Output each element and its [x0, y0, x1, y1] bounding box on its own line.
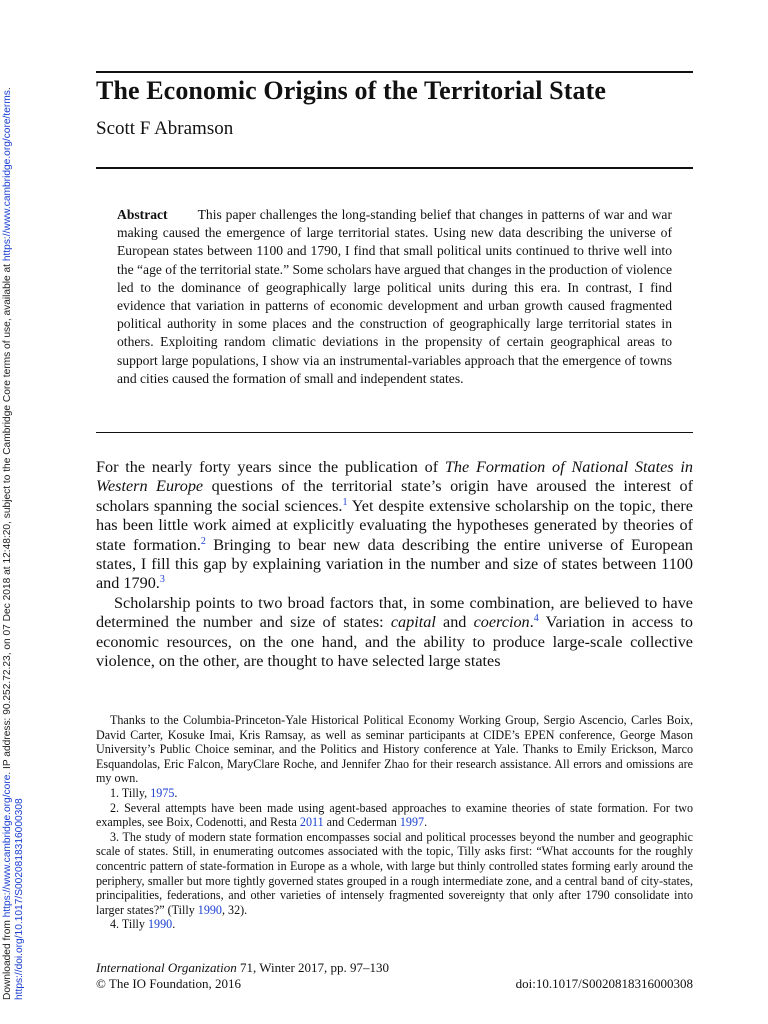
footnote-ref-3[interactable]: 3 [159, 574, 165, 586]
top-rule [96, 71, 693, 73]
body-text [96, 458, 693, 671]
abstract-text: This paper challenges the long-standing belief that changes in patterns of war and war making caused the emergence of large territorial states. Using new data describing the universe of European states between 1100 and 1790, I find that small political units continued to thrive well into the “age of the territorial state.” Some scholars have argued that changes in the production of violence led to the dominance of geographically large political units during this era. In contrast, I find evidence that variation in patterns of economic development and urban growth caused fragmented political authority in some places and the construction of geographically large territorial states in others. Exploiting random climatic deviations in the propensity of certain geographical areas to support large populations, I show via an instrumental-variables approach that the emergence of towns and cities caused the formation of small and independent states. [117, 207, 673, 386]
citation-link-tilly-1975[interactable]: 1975 [150, 785, 175, 800]
article-title: The Economic Origins of the Territorial State [96, 76, 607, 105]
citation-link-tilly-1990-b[interactable]: 1990 [148, 917, 173, 932]
citation-link-boix-2011[interactable]: 2011 [299, 815, 324, 830]
copyright-notice: © The IO Foundation, 2016 [96, 976, 242, 991]
download-notice-line-2 [14, 87, 26, 1000]
book-title: The Formation of National States in Western Europe [96, 458, 693, 496]
article-author: Scott F Abramson [96, 118, 234, 139]
footnote-2: 2. Several attempts have been made using agent-based approaches to examine theories of state formation. For two examples, see Boix, Codenotti, and Resta 2011 and Cederman 1997. [96, 800, 693, 830]
journal-issue: 71, Winter 2017, pp. 97–130 [236, 960, 390, 975]
footnote-4: 4. Tilly 1990. [110, 917, 176, 932]
footnote-1: 1. Tilly, 1975. [110, 785, 178, 800]
cambridge-terms-link[interactable]: https://www.cambridge.org/core/terms [2, 90, 13, 262]
abstract-label: Abstract [117, 207, 168, 222]
footnote-3: 3. The study of modern state formation encompasses social and political processes beyond the number and geographic scale of states. Still, in enumerating outcomes associated with the topic, Tilly asks first: “What accounts for the roughly concentric pattern of state-formation in Europe as a whole, with large but thinly controlled states forming early around the periphery, smaller but more tightly governed states grouped in a rough intermediate zone, and a central band of city-states, principalities, federations, and other varieties of intensely fragmented sovereignty that only after 1790 consolidate into larger states?” (Tilly 1990, 32). [96, 829, 693, 917]
citation-link-cederman-1997[interactable]: 1997 [399, 815, 425, 830]
body-paragraph-1: For the nearly forty years since the publication of The Formation of National States in Western Europe questions of the territorial state’s origin have aroused the interest of scholars spanning the social sciences.$^1$ Yet despite extensive scholarship on the topic, there has been little work aimed at explicitly evaluating the hypotheses generated by theories of state formation.$^2$ Bringing to bear new data describing the entire universe of European states, I fill this gap by explaining variation in the number and size of states between 1100 and 1790.$^3$ [96, 458, 694, 593]
journal-name: International Organization [96, 960, 237, 975]
footnote-thanks: Thanks to the Columbia-Princeton-Yale Historical Political Economy Working Group, Sergio Ascencio, Carles Boix, David Carter, Kosuke Imai, Kris Ramsay, as well as seminar participants at CIDE’s EPEN conference, George Mason University’s Public Choice seminar, and the Politics and History conference at Yale. Thanks to Emily Erickson, Marco Esquandolas, Eric Falcon, MaryClare Roche, and Jennifer Zhao for their research assistance. All errors and omissions are my own. [96, 713, 693, 786]
page-footer [96, 960, 693, 992]
footnote-ref-2[interactable]: 2 [200, 535, 206, 547]
cambridge-core-link[interactable]: https://www.cambridge.org/core [2, 774, 13, 918]
download-notice-sidebar [0, 87, 25, 1000]
abstract-bottom-rule [96, 432, 693, 433]
abstract [117, 206, 672, 388]
footer-row [96, 976, 693, 992]
download-notice-line-1: Downloaded from https://www.cambridge.org/core. IP address: 90.252.72.23, on 07 Dec 2018 at 12:48:20, subject to the Cambridge Core terms of use, available at https://www.cambridge.org/core/terms. [2, 87, 13, 1000]
header-bottom-rule [96, 167, 693, 169]
citation-link-tilly-1990-a[interactable]: 1990 [197, 902, 222, 917]
footnote-ref-4[interactable]: 4 [533, 613, 539, 625]
article-doi: doi:10.1017/S0020818316000308 [515, 976, 693, 991]
body-paragraph-2: Scholarship points to two broad factors that, in some combination, are believed to have determined the number and size of states: capital and coercion.$^4$ Variation in access to economic resources, on the one hand, and the ability to produce large-scale collective violence, on the other, are thought to have selected large states [96, 593, 694, 671]
download-notice-text [2, 87, 26, 1000]
footnotes [96, 713, 693, 932]
footnote-ref-1[interactable]: 1 [342, 496, 348, 508]
journal-citation [96, 960, 693, 976]
doi-link[interactable]: https://doi.org/10.1017/S0020818316000308 [14, 798, 25, 1000]
